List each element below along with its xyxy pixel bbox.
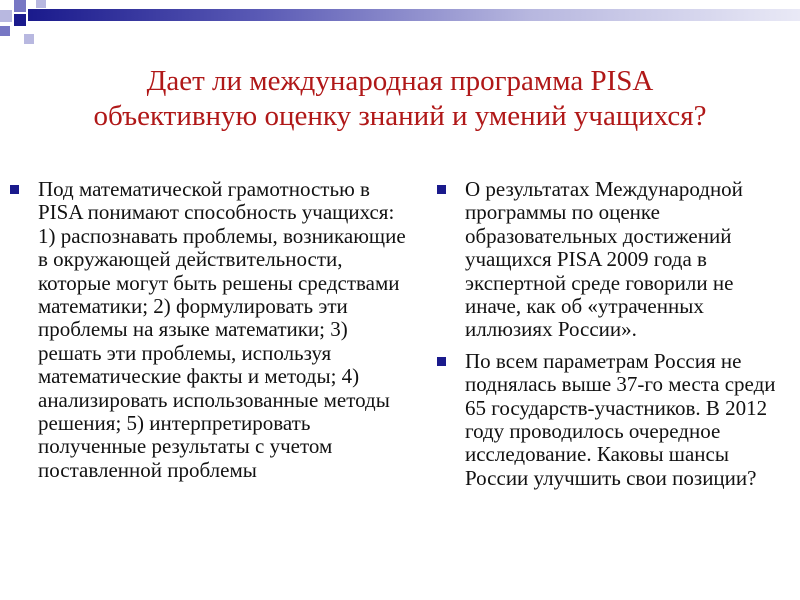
- list-item: [10, 178, 410, 482]
- square-bullet-icon: [437, 357, 446, 366]
- left-column-list: [10, 178, 410, 490]
- header-gradient-bar: [28, 9, 800, 21]
- list-item-text: Под математической грамотностью в PISA понимают способность учащихся: 1) распознавать проблемы, возникающие в окружающей действительности, которые могут быть решены средствами математики; 2) формулировать эти проблемы на языке математики; 3) решать эти проблемы, используя математические факты и методы; 4) анализировать использованные методы решения; 5) интерпретировать полученные результаты с учетом поставленной проблемы: [38, 177, 406, 482]
- decor-square: [36, 0, 46, 8]
- decor-square: [24, 34, 34, 44]
- right-column-list: [437, 178, 782, 498]
- slide-title-line-1: Дает ли международная программа PISA: [146, 65, 654, 97]
- list-item-text: По всем параметрам Россия не поднялась выше 37-го места среди 65 государств-участников. В 2012 году проводилось очередное исследование. Каковы шансы России улучшить свои позиции?: [465, 348, 776, 490]
- list-item: [437, 350, 782, 490]
- list-item-text: О результатах Международной программы по оценке образовательных достижений учащихся PISA 2009 года в экспертной среде говорили не иначе, как об «утраченных иллюзиях России».: [465, 177, 743, 342]
- slide-title-line-2: объективную оценку знаний и умений учащихся?: [93, 100, 707, 132]
- square-bullet-icon: [437, 185, 446, 194]
- list-item: [437, 178, 782, 342]
- decor-square: [14, 14, 26, 26]
- square-bullet-icon: [10, 185, 19, 194]
- decor-square: [0, 26, 10, 36]
- decor-square: [0, 10, 12, 22]
- decor-square: [14, 0, 26, 12]
- slide-title: [20, 64, 780, 134]
